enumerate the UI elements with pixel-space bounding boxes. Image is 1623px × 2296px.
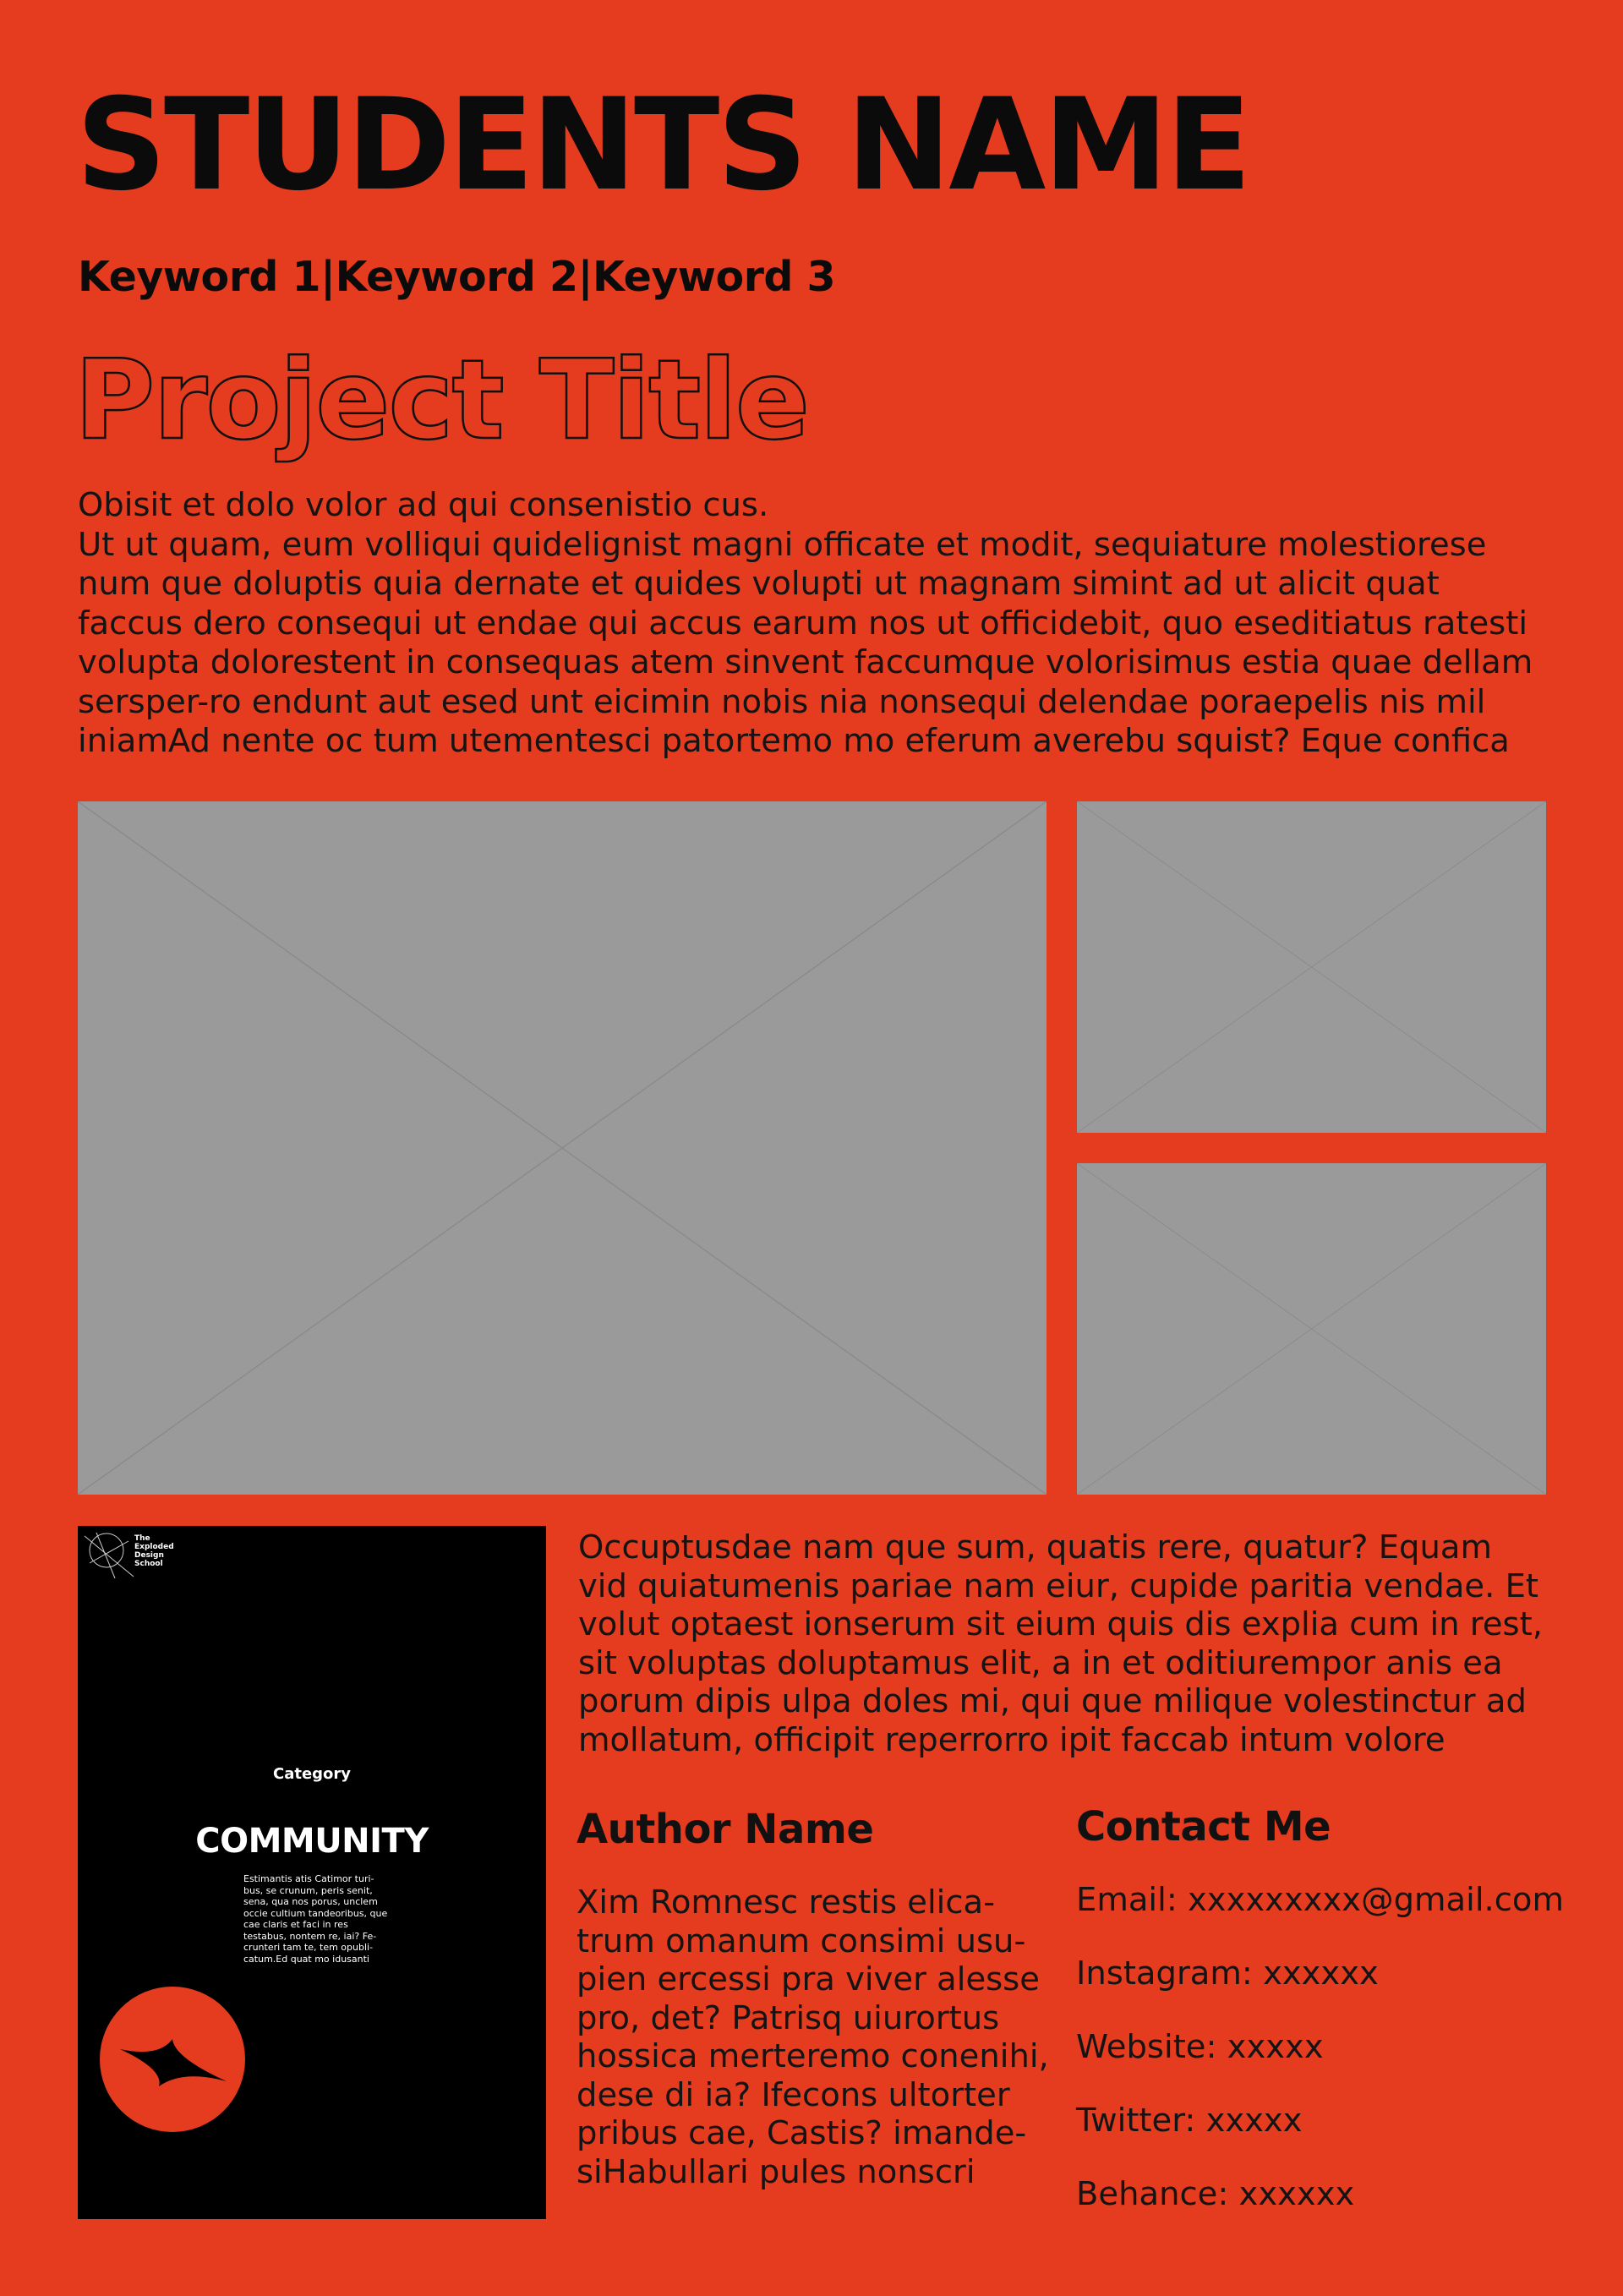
student-name: STUDENTS NAME <box>76 72 1249 219</box>
contact-website: Website: xxxxx <box>1076 2028 1324 2066</box>
placeholder-cross-icon <box>1077 1163 1546 1495</box>
author-bio: Xim Romnesc restis elica-trum omanum consimi usu-pien ercessi pra viver alesse pro, det? Patrisq uiurortus hossica merteremo conenihi, dese di ia? Ifecons ultorter pribus cae, Castis? imande-siHabullari pules nonscri <box>577 1883 1049 2191</box>
cover-category-value: COMMUNITY <box>195 1822 429 1861</box>
project-title: Project Title <box>74 336 809 464</box>
contact-list <box>1076 1881 1564 2249</box>
image-placeholder-main <box>78 801 1046 1495</box>
keywords: Keyword 1|Keyword 2|Keyword 3 <box>78 253 836 301</box>
intro-line: Obisit et dolo volor ad qui consenistio cus. <box>78 486 769 524</box>
contact-heading: Contact Me <box>1076 1803 1331 1850</box>
cover-thumbnail <box>78 1526 546 2219</box>
school-logo-icon <box>81 1529 137 1582</box>
contact-twitter: Twitter: xxxxx <box>1076 2102 1303 2140</box>
placeholder-cross-icon <box>78 801 1046 1495</box>
image-placeholder-top-right <box>1077 801 1546 1133</box>
contact-email: Email: xxxxxxxxx@gmail.com <box>1076 1881 1564 1919</box>
intro-text <box>78 486 1553 762</box>
placeholder-cross-icon <box>1077 801 1546 1133</box>
intro-body: Ut ut quam, eum volliqui quidelignist magni officate et modit, sequiature molestiorese num que doluptis quia dernate et quides volupti ut magnam simint ad ut alicit quat faccus dero consequi ut endae qui accus earum nos ut officidebit, quo eseditiatus ratesti volupta dolorestent in consequas atem sinvent faccumque volorisimus estia quae dellam sersper-ro endunt aut esed unt eicimin nobis nia nonsequi delendae poraepelis nis mil iniamAd nente oc tum utementesci patortemo mo eferum averebu squist? Eque confica <box>78 525 1533 760</box>
star-icon <box>100 1987 245 2132</box>
description-text: Occuptusdae nam que sum, quatis rere, quatur? Equam vid quiatumenis pariae nam eiur, cupide paritia vendae. Et volut optaest ionserum sit eium quis dis explia cum in rest, sit voluptas doluptamus elit, a in et oditiurempor anis ea porum dipis ulpa doles mi, qui que milique volestinctur ad mollatum, officipit reperrorro ipit faccab intum volore <box>578 1528 1543 1759</box>
cover-body-text: Estimantis atis Catimor turi-bus, se crunum, peris senit, sena, qua nos porus, unclem occie cultium tandeoribus, que cae claris et faci in res testabus, nontem re, iai? Fe-crunteri tam te, tem opubli-catum.Ed quat mo idusanti <box>243 1873 388 1965</box>
contact-behance: Behance: xxxxxx <box>1076 2175 1355 2213</box>
contact-instagram: Instagram: xxxxxx <box>1076 1954 1379 1993</box>
author-heading: Author Name <box>577 1806 874 1853</box>
cover-circle <box>100 1987 245 2132</box>
image-placeholder-bottom-right <box>1077 1163 1546 1495</box>
cover-category-label: Category <box>272 1765 352 1783</box>
school-name: The Exploded Design School <box>134 1534 174 1568</box>
